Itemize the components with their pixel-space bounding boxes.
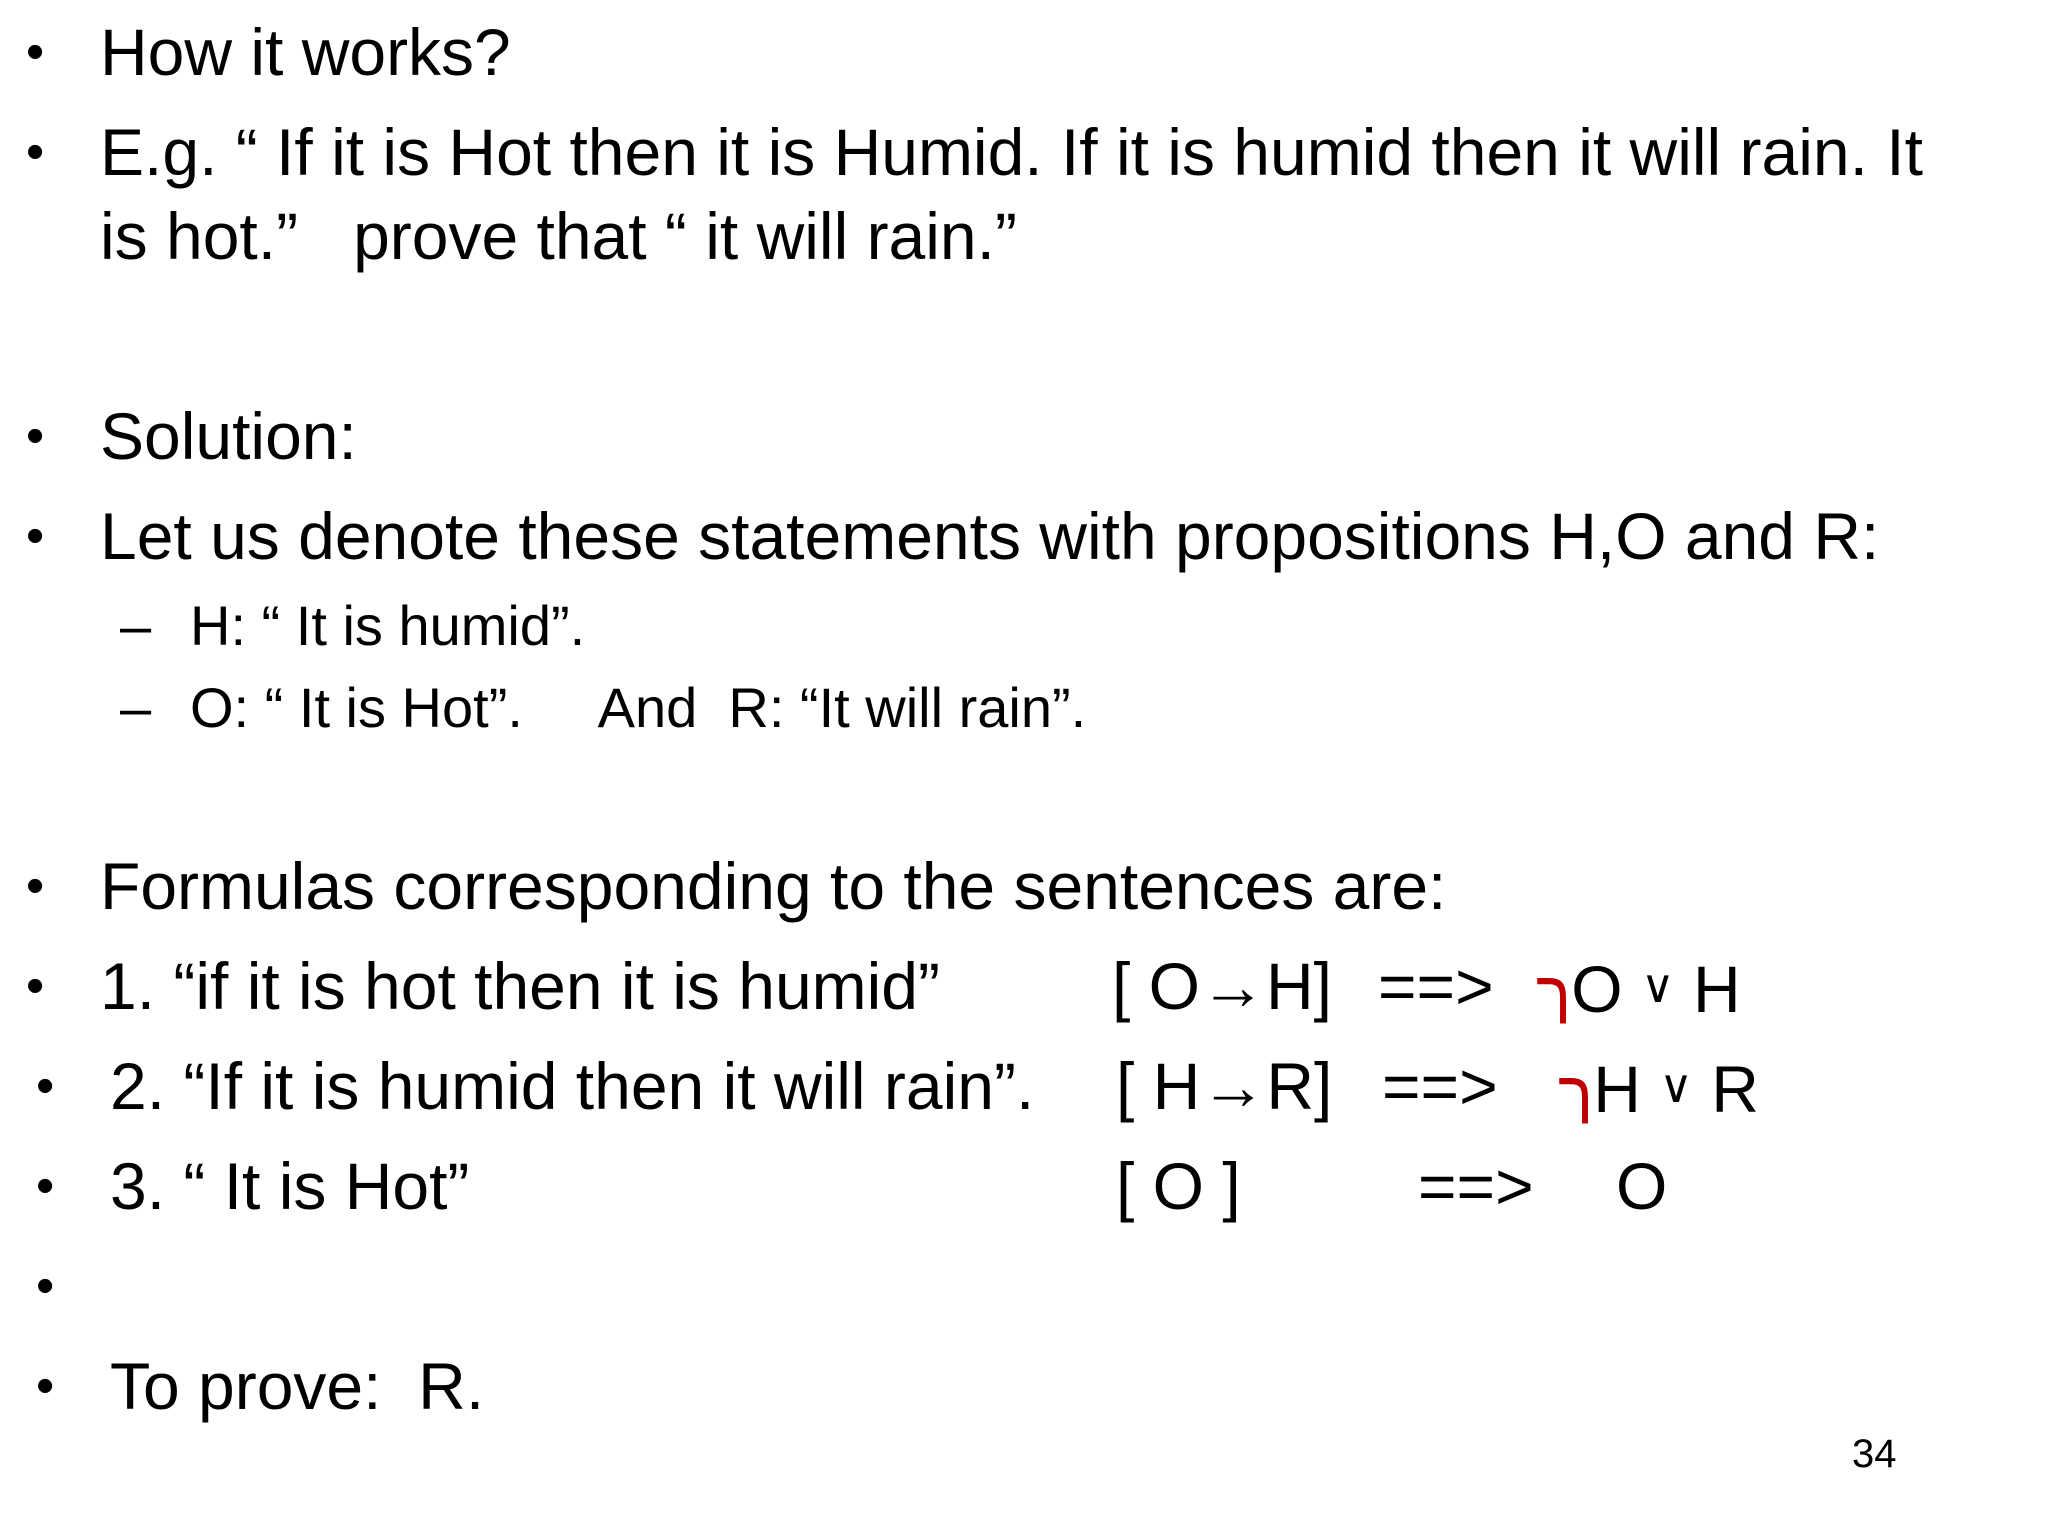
- implication-arrow-icon: →: [1200, 1049, 1267, 1123]
- or-icon: ∨: [1659, 1060, 1693, 1112]
- formula-sentence: 3. “ It is Hot”: [110, 1149, 470, 1223]
- result-lhs: H: [1593, 1052, 1641, 1126]
- implies-symbol: ==>: [1378, 949, 1494, 1023]
- bullet-text-line1: E.g. “ If it is Hot then it is Humid. If it is humid then it will rain. It: [100, 115, 1923, 189]
- formula-result: [1536, 946, 1741, 1040]
- bullet-marker: •: [26, 957, 45, 1015]
- bracket-right: R]: [1266, 1049, 1333, 1123]
- bullet-marker: •: [26, 857, 45, 915]
- bullet-marker: •: [26, 123, 45, 181]
- bracket-right: H]: [1266, 949, 1333, 1023]
- bracket-left: [ H: [1116, 1049, 1201, 1123]
- negation-icon: ר: [1558, 1054, 1594, 1140]
- implies-symbol: ==>: [1418, 1149, 1534, 1223]
- formula-bracket: [1112, 946, 1332, 1026]
- result-rhs: R: [1711, 1052, 1759, 1126]
- bullet-marker: •: [36, 1257, 55, 1315]
- negation-icon: ר: [1536, 954, 1572, 1040]
- bullet-text-line2: is hot.” prove that “ it will rain.”: [100, 199, 1017, 273]
- page-number: 34: [1852, 1432, 1897, 1476]
- bullet-marker: •: [36, 1357, 55, 1415]
- sub-item-text: H: “ It is humid”.: [190, 594, 586, 657]
- bullet-marker: •: [26, 507, 45, 565]
- bullet-text: To prove: R.: [110, 1349, 485, 1423]
- formula-sentence: 1. “if it is hot then it is humid”: [100, 949, 940, 1023]
- result-rhs: H: [1692, 952, 1741, 1026]
- bullet-text: Let us denote these statements with propositions H,O and R:: [100, 499, 1880, 573]
- formula-sentence: 2. “If it is humid then it will rain”.: [110, 1049, 1035, 1123]
- bullet-marker: •: [26, 23, 45, 81]
- bullet-marker: •: [26, 407, 45, 465]
- formula-bracket: [1116, 1046, 1332, 1126]
- result-lhs: O: [1571, 952, 1623, 1026]
- bullet-text: How it works?: [100, 15, 511, 89]
- formula-result: O: [1616, 1149, 1668, 1223]
- implies-symbol: ==>: [1382, 1049, 1498, 1123]
- formula-bracket: [ O ]: [1116, 1149, 1241, 1223]
- dash-marker: –: [120, 676, 152, 739]
- dash-marker: –: [120, 594, 152, 657]
- or-icon: ∨: [1640, 960, 1675, 1012]
- formula-result: [1558, 1046, 1759, 1140]
- bullet-marker: •: [36, 1157, 55, 1215]
- bullet-text: Formulas corresponding to the sentences are:: [100, 849, 1447, 923]
- bullet-text: Solution:: [100, 399, 357, 473]
- bracket-left: [ O: [1112, 949, 1201, 1023]
- implication-arrow-icon: →: [1200, 949, 1267, 1023]
- sub-item-text: O: “ It is Hot”. And R: “It will rain”.: [190, 676, 1087, 739]
- bullet-marker: •: [36, 1057, 55, 1115]
